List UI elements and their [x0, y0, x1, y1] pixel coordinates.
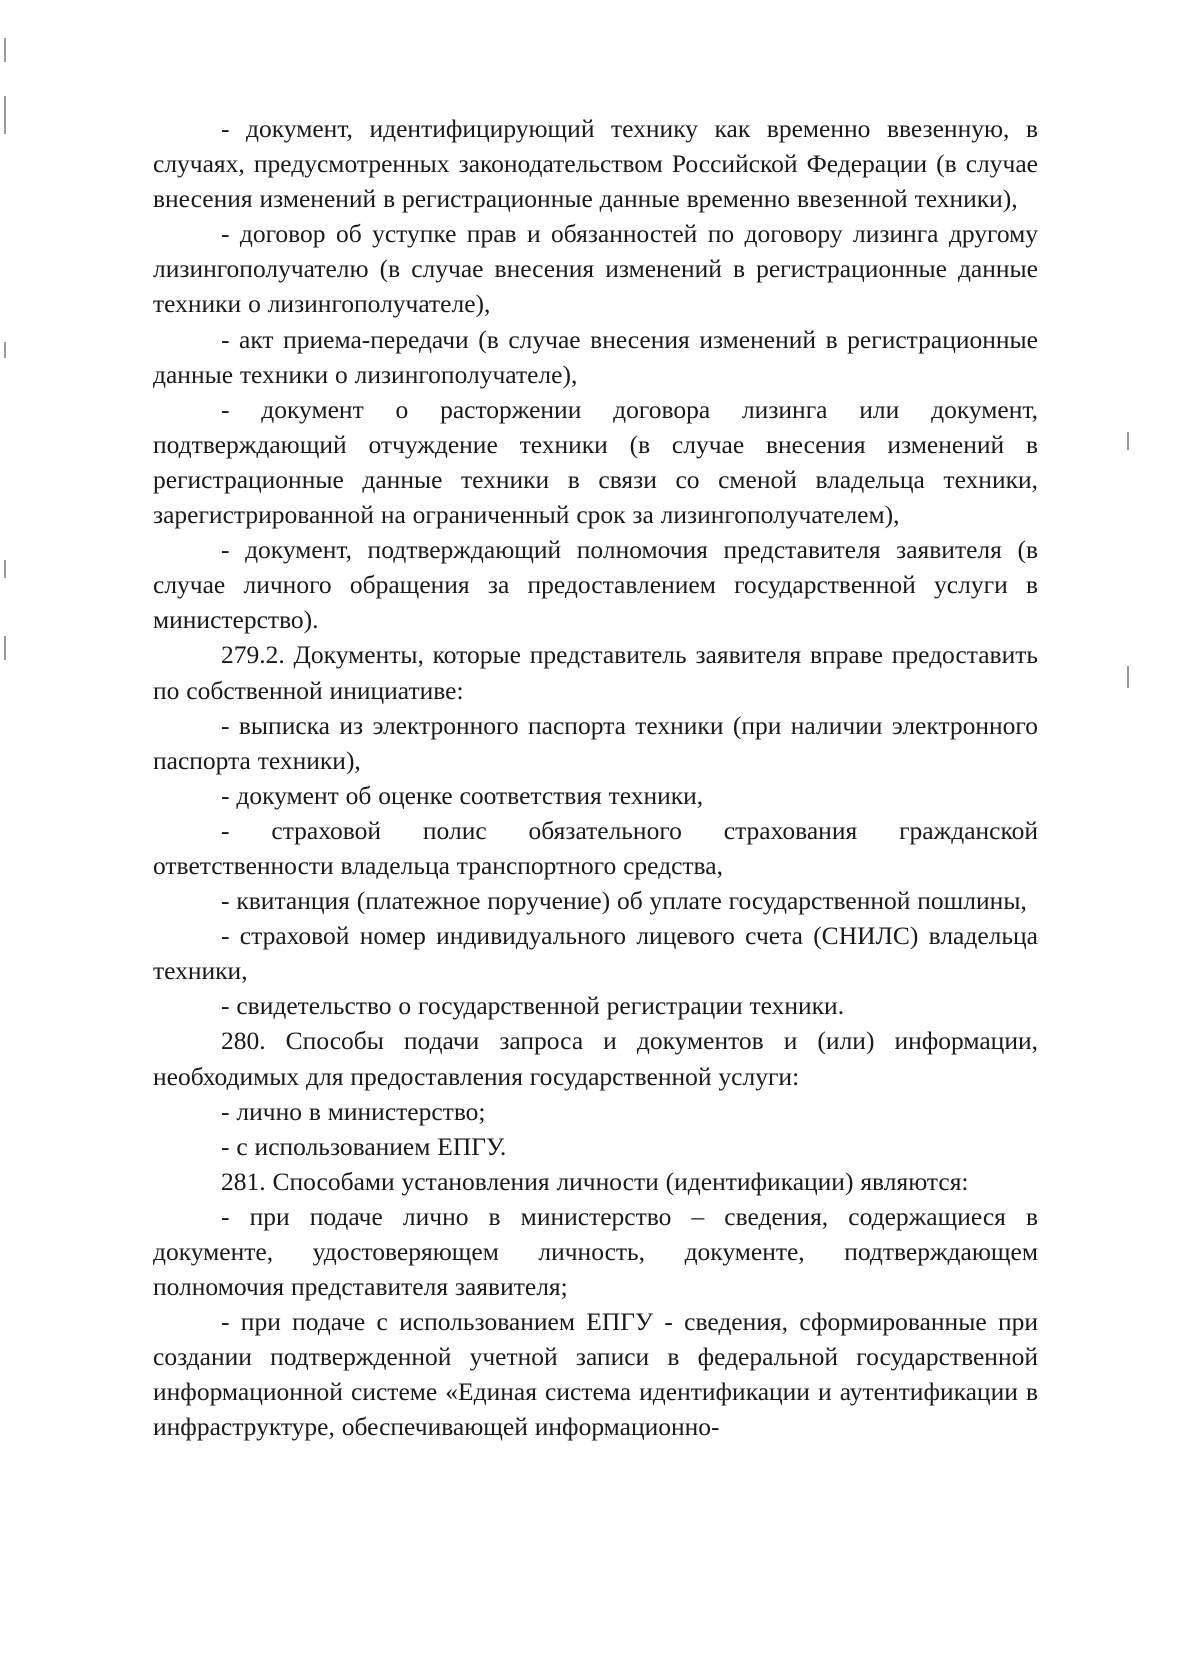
scan-edge-mark [1127, 432, 1129, 450]
list-item-leasing-assignment-contract: - договор об уступке прав и обязанностей по договору лизинга другому лизингополучателю (в случае внесения изменений в регистрационные данные техники о лизингополучателе), [153, 219, 1038, 319]
list-item-snils: - страховой номер индивидуального лицевого счета (СНИЛС) владельца техники, [153, 921, 1038, 986]
document-body [153, 111, 1038, 1445]
list-item-electronic-passport-extract: - выписка из электронного паспорта техники (при наличии электронного паспорта техники), [153, 710, 1038, 775]
list-item-identification-in-person: - при подаче лично в министерство – сведения, содержащиеся в документе, удостоверяющем личность, документе, подтверждающем полномочия представителя заявителя; [153, 1201, 1038, 1302]
list-item-conformity-assessment: - документ об оценке соответствия техники, [221, 780, 704, 810]
scan-edge-mark [4, 38, 6, 62]
list-item-insurance-policy: - страховой полис обязательного страхования гражданской ответственности владельца транспортного средства, [153, 815, 1038, 880]
list-item-transfer-act: - акт приема-передачи (в случае внесения изменений в регистрационные данные техники о лизингополучателе), [153, 324, 1038, 389]
scan-edge-mark [4, 636, 6, 660]
scan-edge-mark [4, 560, 6, 578]
scan-edge-mark [4, 96, 6, 134]
section-279-2-heading: 279.2. Документы, которые представитель заявителя вправе предоставить по собственной инициативе: [153, 640, 1038, 705]
list-item-in-person: - лично в министерство; [221, 1096, 486, 1126]
list-item-temporary-import-document: - документ, идентифицирующий технику как временно ввезенную, в случаях, предусмотренных законодательством Российской Федерации (в случае внесения изменений в регистрационные данные временно ввезенной техники), [153, 114, 1038, 214]
list-item-representative-authority-document: - документ, подтверждающий полномочия представителя заявителя (в случае личного обращения за предоставлением государственной услуги в министерство). [153, 535, 1038, 635]
list-item-identification-epgu: - при подаче с использованием ЕПГУ - сведения, сформированные при создании подтвержденной учетной записи в федеральной государственной информационной системе «Единая система идентификации и аутентификации в инфраструктуре, обеспечивающей информационно- [153, 1307, 1038, 1442]
list-item-registration-certificate: - свидетельство о государственной регистрации техники. [221, 991, 845, 1021]
scan-edge-mark [4, 342, 6, 358]
scan-edge-mark [1127, 666, 1129, 688]
section-280-heading: 280. Способы подачи запроса и документов и (или) информации, необходимых для предоставления государственной услуги: [153, 1026, 1038, 1091]
list-item-fee-receipt: - квитанция (платежное поручение) об уплате государственной пошлины, [221, 886, 1027, 916]
list-item-leasing-termination-document: - документ о расторжении договора лизинга или документ, подтверждающий отчуждение техники (в случае внесения изменений в регистрационные данные техники в связи со сменой владельца техники, зарегистрированной на ограниченный срок за лизингополучателем), [153, 394, 1038, 530]
section-281-heading: 281. Способами установления личности (идентификации) являются: [221, 1166, 969, 1196]
list-item-epgu: - с использованием ЕПГУ. [221, 1131, 507, 1161]
